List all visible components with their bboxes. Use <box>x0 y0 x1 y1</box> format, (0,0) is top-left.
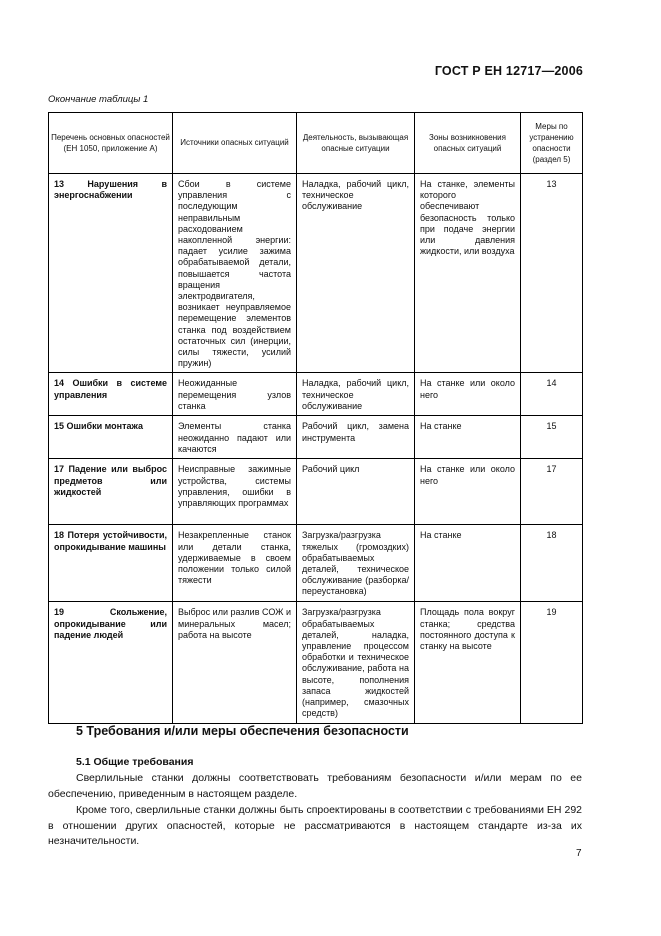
zone-cell: На станке, элементы которого обеспечивают безопасность только при подаче энергии или давления жидкости, или воздуха <box>415 174 521 373</box>
source-cell: Элементы станка неожиданно падают или качаются <box>173 416 297 459</box>
source-cell: Выброс или разлив СОЖ и минеральных масел; работа на высоте <box>173 602 297 724</box>
table-row <box>49 174 583 373</box>
hazard-cell: 14 Ошибки в системе управления <box>49 373 173 416</box>
zone-cell: На станке <box>415 525 521 602</box>
hazard-cell: 19 Скольжение, опрокидывание или падение людей <box>49 602 173 724</box>
paragraph: Сверлильные станки должны соответствовать требованиям безопасности и/или мерам по ее обеспечению, приведенным в настоящем разделе. <box>48 772 582 800</box>
measure-cell: 15 <box>521 416 583 459</box>
hazards-table <box>48 112 583 724</box>
paragraph: Кроме того, сверлильные станки должны быть спроектированы в соответствии с требованиями ЕН 292 в отношении других опасностей, которые не рассматриваются в настоящем стандарте из-за их незначительности. <box>48 804 582 847</box>
section-title: 5 Требования и/или меры обеспечения безопасности <box>76 724 409 738</box>
activity-cell: Рабочий цикл <box>297 459 415 525</box>
subsection-title: 5.1 Общие требования <box>76 756 194 768</box>
source-cell: Незакрепленные станок или детали станка, удерживаемые в своем положении только силой тяжести <box>173 525 297 602</box>
hazard-cell: 18 Потеря устойчивости, опрокидывание машины <box>49 525 173 602</box>
table-row <box>49 525 583 602</box>
column-header-hazard: Перечень основных опасностей (ЕН 1050, приложение А) <box>49 113 173 174</box>
source-cell: Сбои в системе управления с последующим неправильным расходованием накопленной энергии: падает усилие зажима обрабатываемой детали, повышается частота вращения электродвигателя, возникает неуправляемое перемещение элементов станка под воздействием остаточных сил (инерции, силы тяжести, усилий пружин) <box>173 174 297 373</box>
measure-cell: 14 <box>521 373 583 416</box>
table-row <box>49 459 583 525</box>
measure-cell: 18 <box>521 525 583 602</box>
measure-cell: 19 <box>521 602 583 724</box>
source-cell: Неожиданные перемещения узлов станка <box>173 373 297 416</box>
document-code: ГОСТ Р ЕН 12717—2006 <box>434 64 583 78</box>
column-header-zone: Зоны возникновения опасных ситуаций <box>415 113 521 174</box>
activity-cell: Рабочий цикл, замена инструмента <box>297 416 415 459</box>
activity-cell: Наладка, рабочий цикл, техническое обслуживание <box>297 373 415 416</box>
measure-cell: 13 <box>521 174 583 373</box>
page-number: 7 <box>576 848 582 859</box>
column-header-source: Источники опасных ситуаций <box>173 113 297 174</box>
table-row <box>49 602 583 724</box>
activity-cell: Загрузка/разгрузка тяжелых (громоздких) обрабатываемых деталей, техническое обслуживание (разборка/переустановка) <box>297 525 415 602</box>
zone-cell: Площадь пола вокруг станка; средства постоянного доступа к станку на высоте <box>415 602 521 724</box>
activity-cell: Наладка, рабочий цикл, техническое обслуживание <box>297 174 415 373</box>
table-row <box>49 416 583 459</box>
zone-cell: На станке или около него <box>415 459 521 525</box>
zone-cell: На станке или около него <box>415 373 521 416</box>
activity-cell: Загрузка/разгрузка обрабатываемых деталей, наладка, управление процессом обработки и техническое обслуживание, работа на высоте, пополнения запаса жидкостей (например, смазочных средств) <box>297 602 415 724</box>
table-row <box>49 373 583 416</box>
column-header-measure: Меры по устранению опасности (раздел 5) <box>521 113 583 174</box>
hazard-cell: 13 Нарушения в энергоснабжении <box>49 174 173 373</box>
table-caption: Окончание таблицы 1 <box>48 94 149 105</box>
measure-cell: 17 <box>521 459 583 525</box>
column-header-activity: Деятельность, вызывающая опасные ситуации <box>297 113 415 174</box>
source-cell: Неисправные зажимные устройства, системы управления, ошибки в управляющих программах <box>173 459 297 525</box>
zone-cell: На станке <box>415 416 521 459</box>
hazard-cell: 17 Падение или выброс предметов или жидкостей <box>49 459 173 525</box>
table-header-row <box>49 113 583 174</box>
hazard-cell: 15 Ошибки монтажа <box>49 416 173 459</box>
